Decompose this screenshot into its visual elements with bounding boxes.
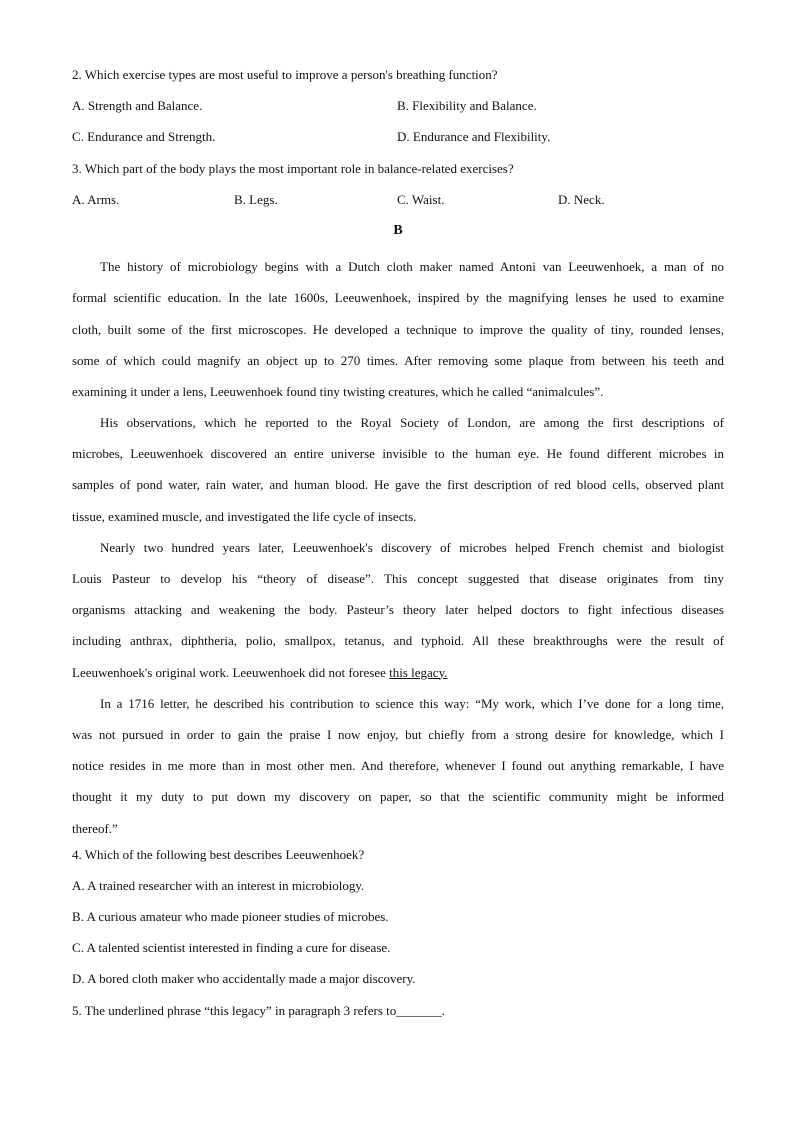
q3-option-d: D. Neck. (558, 191, 605, 207)
paragraph-text: Leeuwenhoek's original work. Leeuwenhoek did not foresee (72, 664, 390, 680)
paragraph-line: thought it my duty to put down my discovery on paper, so that the scientific community might be informed (72, 789, 724, 805)
q2-option-d: D. Endurance and Flexibility. (397, 129, 551, 145)
q2-question: 2. Which exercise types are most useful to improve a person's breathing function? (72, 67, 498, 82)
paragraph-2 (72, 407, 724, 532)
paragraph-line: In a 1716 letter, he described his contribution to science this way: “My work, which I’ve done for a long time, (100, 695, 724, 711)
q2-options-row2 (72, 126, 724, 157)
paragraph-line: samples of pond water, rain water, and human blood. He gave the first description of red blood cells, observed plant (72, 477, 724, 493)
q2-option-a: A. Strength and Balance. (72, 98, 203, 114)
q3-option-b: B. Legs. (234, 191, 278, 207)
q4-question: 4. Which of the following best describes Leeuwenhoek? (72, 846, 365, 862)
paragraph-1 (72, 251, 724, 407)
paragraph-line: some of which could magnify an object up to 270 times. After removing some plaque from between his teeth and (72, 352, 724, 368)
paragraph-line: was not pursued in order to gain the praise I now enjoy, but chiefly from a strong desire for knowledge, which I (72, 726, 724, 742)
q3-options-row (72, 189, 724, 220)
paragraph-line: notice resides in me more than in most other men. And therefore, whenever I found out anything remarkable, I have (72, 758, 724, 774)
paragraph-3 (72, 532, 724, 688)
paragraph-line: examining it under a lens, Leeuwenhoek found tiny twisting creatures, which he called “animalcules”. (72, 383, 604, 399)
q2-option-c: C. Endurance and Strength. (72, 129, 216, 145)
paragraph-line: The history of microbiology begins with a Dutch cloth maker named Antoni van Leeuwenhoek, a man of no (100, 259, 724, 275)
underlined-phrase: this legacy. (389, 664, 448, 680)
q4-option-b: B. A curious amateur who made pioneer studies of microbes. (72, 909, 389, 925)
q4-option-c: C. A talented scientist interested in finding a cure for disease. (72, 940, 391, 956)
q4-option-a: A. A trained researcher with an interest in microbiology. (72, 877, 365, 893)
paragraph-line: thereof.” (72, 820, 118, 836)
q2-option-b: B. Flexibility and Balance. (397, 98, 537, 114)
q5-question: 5. The underlined phrase “this legacy” in paragraph 3 refers to_______. (72, 1002, 446, 1018)
paragraph-line: cloth, built some of the first microscopes. He developed a technique to improve the quality of tiny, rounded lenses, (72, 321, 724, 337)
q2-options-row1 (72, 95, 724, 126)
paragraph-line: tissue, examined muscle, and investigated the life cycle of insects. (72, 508, 417, 524)
q4-option-d: D. A bored cloth maker who accidentally made a major discovery. (72, 971, 416, 987)
q3-option-a: A. Arms. (72, 191, 120, 207)
paragraph-line (72, 657, 724, 688)
paragraph-line: formal scientific education. In the late 1600s, Leeuwenhoek, inspired by the magnifying lenses he used to examine (72, 290, 724, 306)
paragraph-line: Nearly two hundred years later, Leeuwenhoek's discovery of microbes helped French chemist and biologist (100, 539, 724, 555)
q3-question: 3. Which part of the body plays the most important role in balance-related exercises? (72, 160, 514, 176)
paragraph-line: Louis Pasteur to develop his “theory of disease”. This concept suggested that disease originates from tiny (72, 571, 724, 586)
document-page (72, 64, 724, 1031)
paragraph-line: organisms attacking and weakening the body. Pasteur’s theory later helped doctors to fight infectious diseases (72, 602, 724, 618)
section-title: B (393, 222, 403, 238)
paragraph-line: including anthrax, diphtheria, polio, smallpox, tetanus, and typhoid. All these breakthroughs were the result of (72, 633, 724, 649)
paragraph-4 (72, 688, 724, 844)
q3-option-c: C. Waist. (397, 191, 445, 207)
paragraph-line: His observations, which he reported to the Royal Society of London, are among the first descriptions of (100, 415, 724, 431)
paragraph-line: microbes, Leeuwenhoek discovered an entire universe invisible to the human eye. He found different microbes in (72, 446, 724, 462)
